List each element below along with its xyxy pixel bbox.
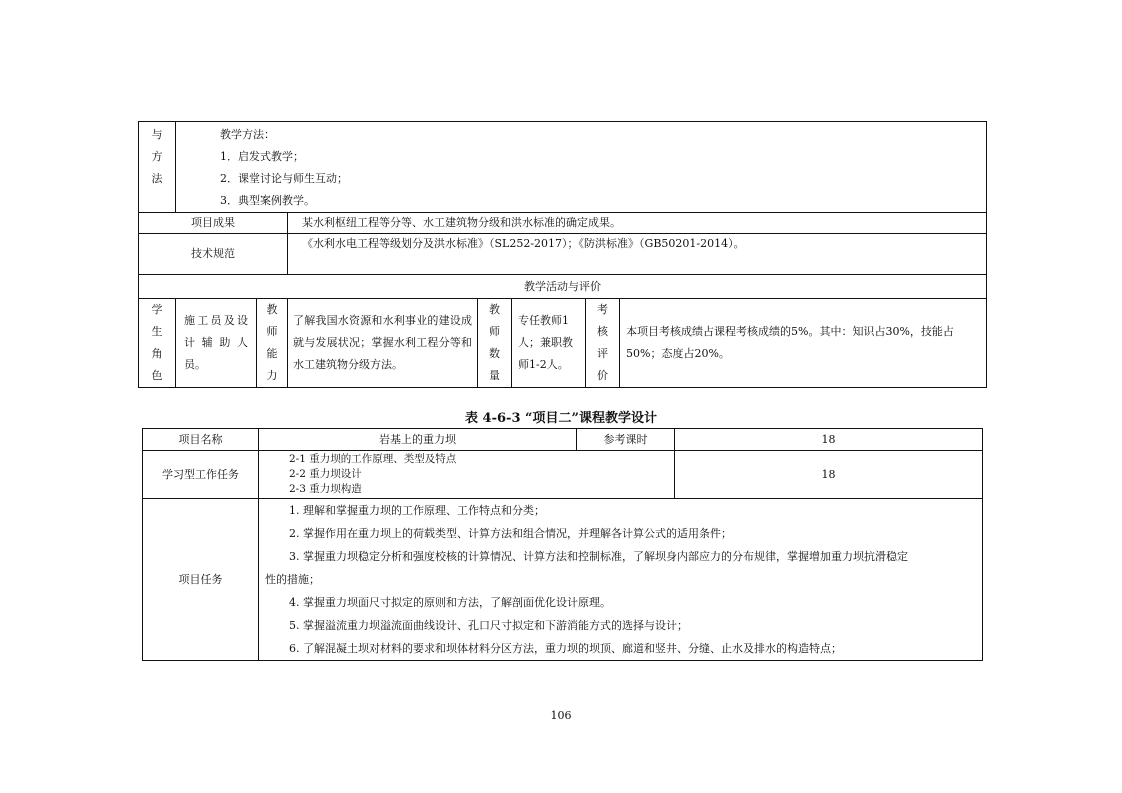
- list-item: 3. 掌握重力坝稳定分析和强度校核的计算情况、计算方法和控制标准，了解坝身内部应力的分布规律，掌握增加重力坝抗滑稳定: [289, 550, 908, 563]
- assessment-label: 考 核 评 价: [586, 299, 620, 388]
- project-two-design-table: [142, 428, 983, 661]
- student-role-text: 施工员及设计辅助人员。: [176, 299, 257, 388]
- list-item: 2. 掌握作用在重力坝上的荷载类型、计算方法和组合情况，并理解各计算公式的适用条件；: [289, 527, 732, 540]
- result-text: 某水利枢纽工程等分等、水工建筑物分级和洪水标准的确定成果。: [288, 213, 987, 234]
- teacher-count-label: 教 师 数 量: [478, 299, 512, 388]
- list-item: 2-2 重力坝设计: [289, 468, 362, 480]
- table-caption: 表 4-6-3 “项目二”课程教学设计: [465, 411, 657, 426]
- student-role-label: 学 生 角 色: [139, 299, 176, 388]
- project-task-label: 项目任务: [143, 499, 259, 661]
- list-item: 5. 掌握溢流重力坝溢流面曲线设计、孔口尺寸拟定和下游消能方式的选择与设计；: [289, 619, 688, 632]
- list-item: 性的措施；: [265, 573, 320, 586]
- page-number: 106: [550, 709, 572, 722]
- teacher-ability-text: 了解我国水资源和水利事业的建设成就与发展状况；掌握水利工程分等和水工建筑物分级方法。: [288, 299, 478, 388]
- work-task-label: 学习型工作任务: [143, 451, 259, 499]
- project-task-list: [259, 499, 983, 661]
- list-item: 1. 理解和掌握重力坝的工作原理、工作特点和分类；: [289, 504, 545, 517]
- project-name-value: 岩基上的重力坝: [259, 429, 577, 451]
- reference-hours-value: 18: [675, 429, 983, 451]
- work-task-list: [259, 451, 675, 499]
- list-item: 4. 掌握重力坝面尺寸拟定的原则和方法，了解剖面优化设计原理。: [289, 596, 611, 609]
- work-task-hours: 18: [675, 451, 983, 499]
- teacher-ability-label: 教 师 能 力: [257, 299, 288, 388]
- list-item: 2-1 重力坝的工作原理、类型及特点: [289, 453, 457, 465]
- teaching-method-table: [138, 121, 987, 388]
- reference-hours-label: 参考课时: [577, 429, 675, 451]
- tech-spec-text: 《水利水电工程等级划分及洪水标准》（SL252-2017）；《防洪标准》（GB50201-2014）。: [288, 234, 987, 275]
- assessment-text: 本项目考核成绩占课程考核成绩的5%。其中：知识占30%，技能占50%；态度占20%。: [620, 299, 987, 388]
- result-label: 项目成果: [139, 213, 288, 234]
- method-list: 教学方法： 1．启发式教学； 2．课堂讨论与师生互动； 3．典型案例教学。: [176, 122, 987, 213]
- tech-spec-label: 技术规范: [139, 234, 288, 275]
- list-item: 6. 了解混凝土坝对材料的要求和坝体材料分区方法，重力坝的坝顶、廊道和竖井、分缝、止水及排水的构造特点；: [289, 642, 842, 655]
- list-item: 2-3 重力坝构造: [289, 483, 362, 495]
- project-name-label: 项目名称: [143, 429, 259, 451]
- activity-header: 教学活动与评价: [139, 275, 987, 299]
- method-label: 与 方 法: [139, 122, 176, 213]
- teacher-count-text: 专任教师1人；兼职教师1-2人。: [512, 299, 586, 388]
